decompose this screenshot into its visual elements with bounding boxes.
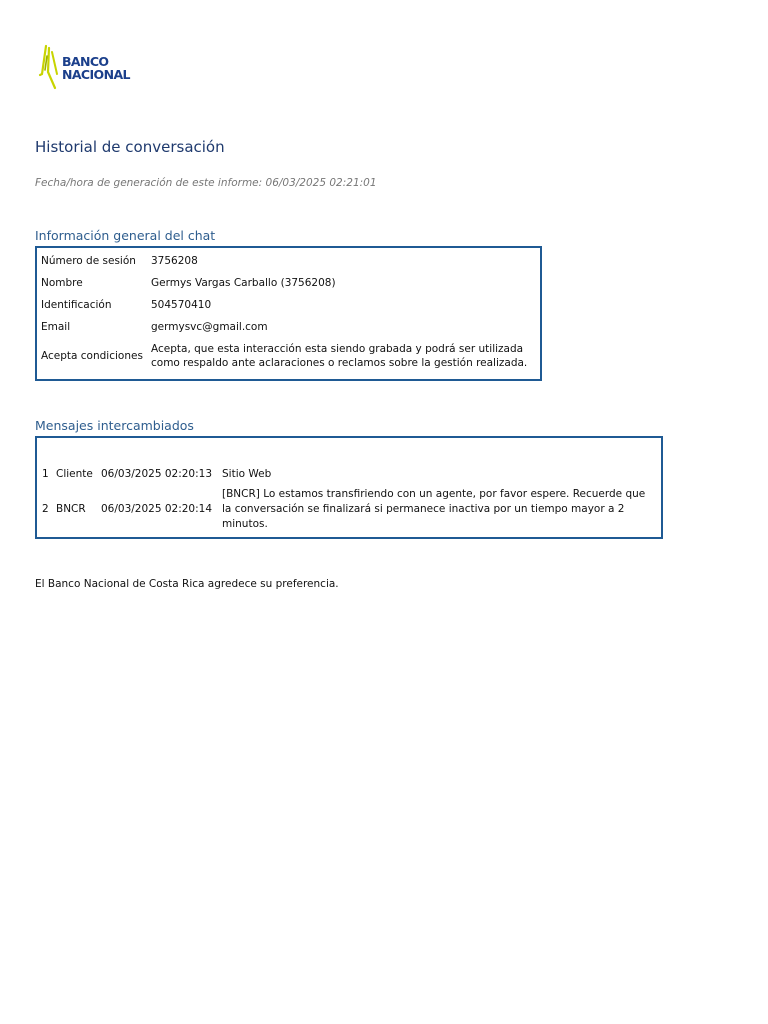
info-value: Acepta, que esta interacción esta siendo grabada y podrá ser utilizada como respaldo ante aclaraciones o reclamos sobre la gestión realizada. (151, 342, 528, 369)
message-time: 06/03/2025 02:20:14 (101, 503, 213, 515)
info-row-identification (41, 294, 531, 316)
logo-line-1: BANCO (62, 54, 109, 69)
info-section-title: Información general del chat (35, 228, 216, 243)
info-row-session (41, 250, 531, 272)
message-row (42, 462, 654, 486)
info-value: 504570410 (151, 298, 212, 311)
message-number: 2 (42, 503, 49, 515)
footer-note: El Banco Nacional de Costa Rica agredece su preferencia. (35, 578, 339, 590)
info-row-conditions (41, 338, 531, 374)
info-row-name (41, 272, 531, 294)
info-label: Email (41, 320, 71, 333)
info-value: 3756208 (151, 254, 198, 267)
info-label: Identificación (41, 298, 112, 311)
message-sender: Cliente (56, 467, 93, 480)
bank-logo-icon (37, 44, 63, 90)
message-number: 1 (42, 467, 49, 480)
logo-line-2: NACIONAL (62, 67, 130, 82)
page-title: Historial de conversación (35, 138, 225, 156)
bank-logo (37, 44, 157, 90)
generation-timestamp: Fecha/hora de generación de este informe: 06/03/2025 02:21:01 (35, 177, 377, 189)
messages-section-title: Mensajes intercambiados (35, 418, 194, 433)
info-label: Nombre (41, 276, 83, 289)
messages-table (42, 462, 654, 533)
chat-info-table (41, 250, 531, 374)
info-label: Número de sesión (41, 254, 136, 267)
bank-logo-text (62, 55, 130, 81)
message-text: [BNCR] Lo estamos transfiriendo con un agente, por favor espere. Recuerde que la conversación se finalizará si permanece inactiva por un tiempo mayor a 2 minutos. (222, 488, 646, 530)
messages-box (35, 436, 663, 539)
message-time: 06/03/2025 02:20:13 (101, 467, 213, 480)
message-row (42, 486, 654, 533)
info-row-email (41, 316, 531, 338)
info-label: Acepta condiciones (41, 349, 143, 362)
info-value: germysvc@gmail.com (151, 320, 268, 333)
message-text: Sitio Web (222, 467, 272, 480)
chat-info-box (35, 246, 542, 381)
message-sender: BNCR (56, 503, 86, 515)
info-value: Germys Vargas Carballo (3756208) (151, 276, 336, 289)
